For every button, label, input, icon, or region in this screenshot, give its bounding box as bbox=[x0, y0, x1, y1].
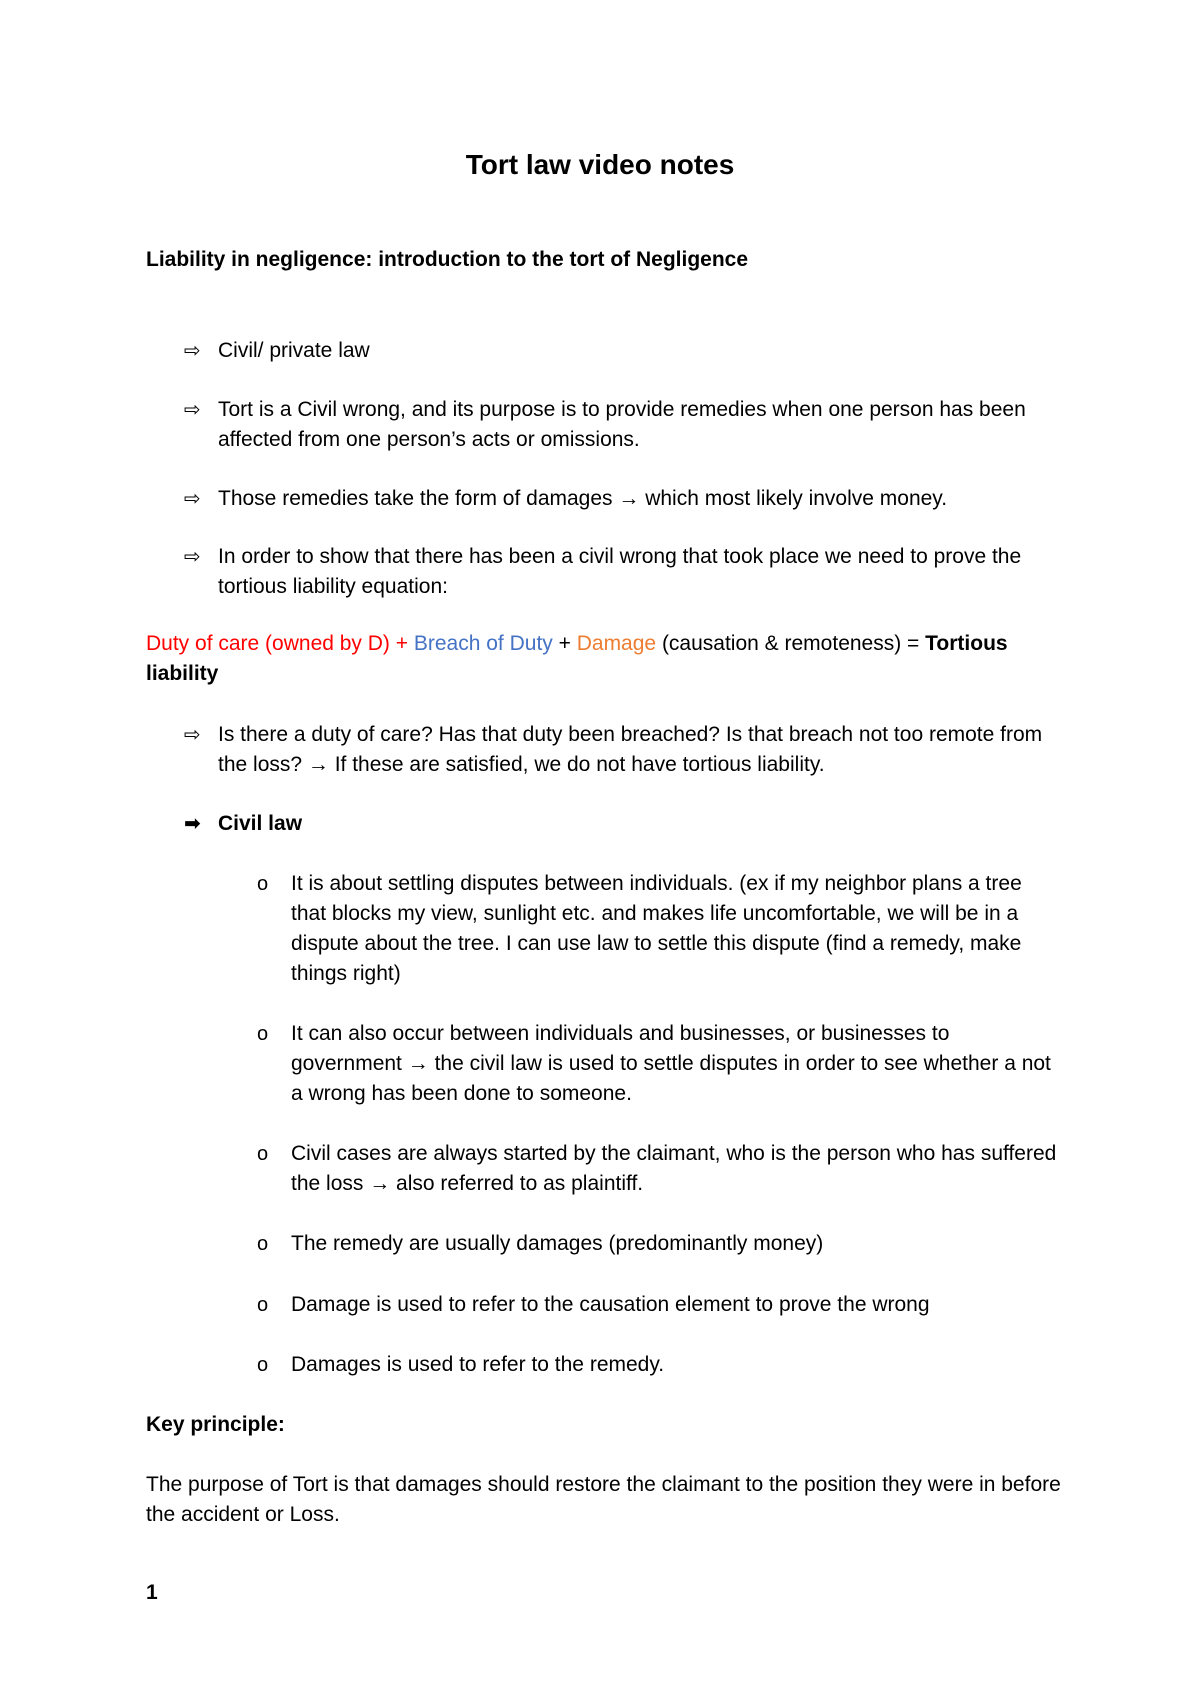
section-heading: Liability in negligence: introduction to the tort of Negligence bbox=[146, 248, 749, 271]
circle-o-icon: o bbox=[257, 873, 269, 895]
sub-bullet-item: Damages is used to refer to the remedy. bbox=[291, 1353, 665, 1376]
equation-duty: Duty of care (owned by D) bbox=[146, 632, 390, 655]
circle-o-icon: o bbox=[257, 1354, 269, 1376]
equation-breach: Breach of Duty bbox=[413, 632, 553, 655]
equation-rest: (causation & remoteness) = bbox=[656, 632, 926, 655]
bullet-item: Is there a duty of care? Has that duty been breached? Is that breach not too remote from the loss? → If these are satisfied, we do not have tortious liability. bbox=[218, 723, 1043, 776]
sub-bullet-item: The remedy are usually damages (predominantly money) bbox=[291, 1232, 824, 1255]
page-number: 1 bbox=[146, 1581, 158, 1604]
outline-right-arrow-icon: ⇨ bbox=[184, 488, 201, 510]
circle-o-icon: o bbox=[257, 1143, 269, 1165]
outline-right-arrow-icon: ⇨ bbox=[184, 340, 201, 362]
key-principle-heading: Key principle: bbox=[146, 1413, 285, 1436]
equation-plus: + bbox=[389, 632, 414, 655]
outline-right-arrow-icon: ⇨ bbox=[184, 399, 201, 421]
bold-right-arrow-icon: ➡ bbox=[184, 813, 201, 835]
document-title: Tort law video notes bbox=[465, 149, 735, 180]
key-principle-text: The purpose of Tort is that damages should restore the claimant to the position they were in before the accident or Loss. bbox=[146, 1473, 1061, 1526]
bullet-item: Tort is a Civil wrong, and its purpose is to provide remedies when one person has been affected from one person’s acts or omissions. bbox=[218, 398, 1026, 451]
sub-bullet-item: It can also occur between individuals and businesses, or businesses to government → the civil law is used to settle disputes in order to see whether a not a wrong has been done to someone. bbox=[291, 1022, 1051, 1105]
circle-o-icon: o bbox=[257, 1233, 269, 1255]
equation-damage: Damage bbox=[576, 632, 657, 655]
outline-right-arrow-icon: ⇨ bbox=[184, 546, 201, 568]
circle-o-icon: o bbox=[257, 1294, 269, 1316]
bullet-item: Those remedies take the form of damages → which most likely involve money. bbox=[218, 487, 948, 510]
sub-bullet-item: It is about settling disputes between individuals. (ex if my neighbor plans a tree that blocks my view, sunlight etc. and makes life uncomfortable, we will be in a dispute about the tree. I can use law to settle this dispute (find a remedy, make things right) bbox=[291, 872, 1022, 985]
bullet-item: Civil/ private law bbox=[218, 339, 370, 362]
sub-bullet-item: Damage is used to refer to the causation element to prove the wrong bbox=[291, 1293, 930, 1316]
circle-o-icon: o bbox=[257, 1023, 269, 1045]
tortious-liability-equation bbox=[146, 629, 1056, 689]
bullet-item: In order to show that there has been a civil wrong that took place we need to prove the tortious liability equation: bbox=[218, 545, 1022, 598]
sub-bullet-item: Civil cases are always started by the claimant, who is the person who has suffered the loss → also referred to as plaintiff. bbox=[291, 1142, 1057, 1195]
civil-law-heading: Civil law bbox=[218, 812, 303, 835]
outline-right-arrow-icon: ⇨ bbox=[184, 724, 201, 746]
equation-plus: + bbox=[552, 632, 577, 655]
equation-result: Tortious liability bbox=[146, 632, 1008, 685]
